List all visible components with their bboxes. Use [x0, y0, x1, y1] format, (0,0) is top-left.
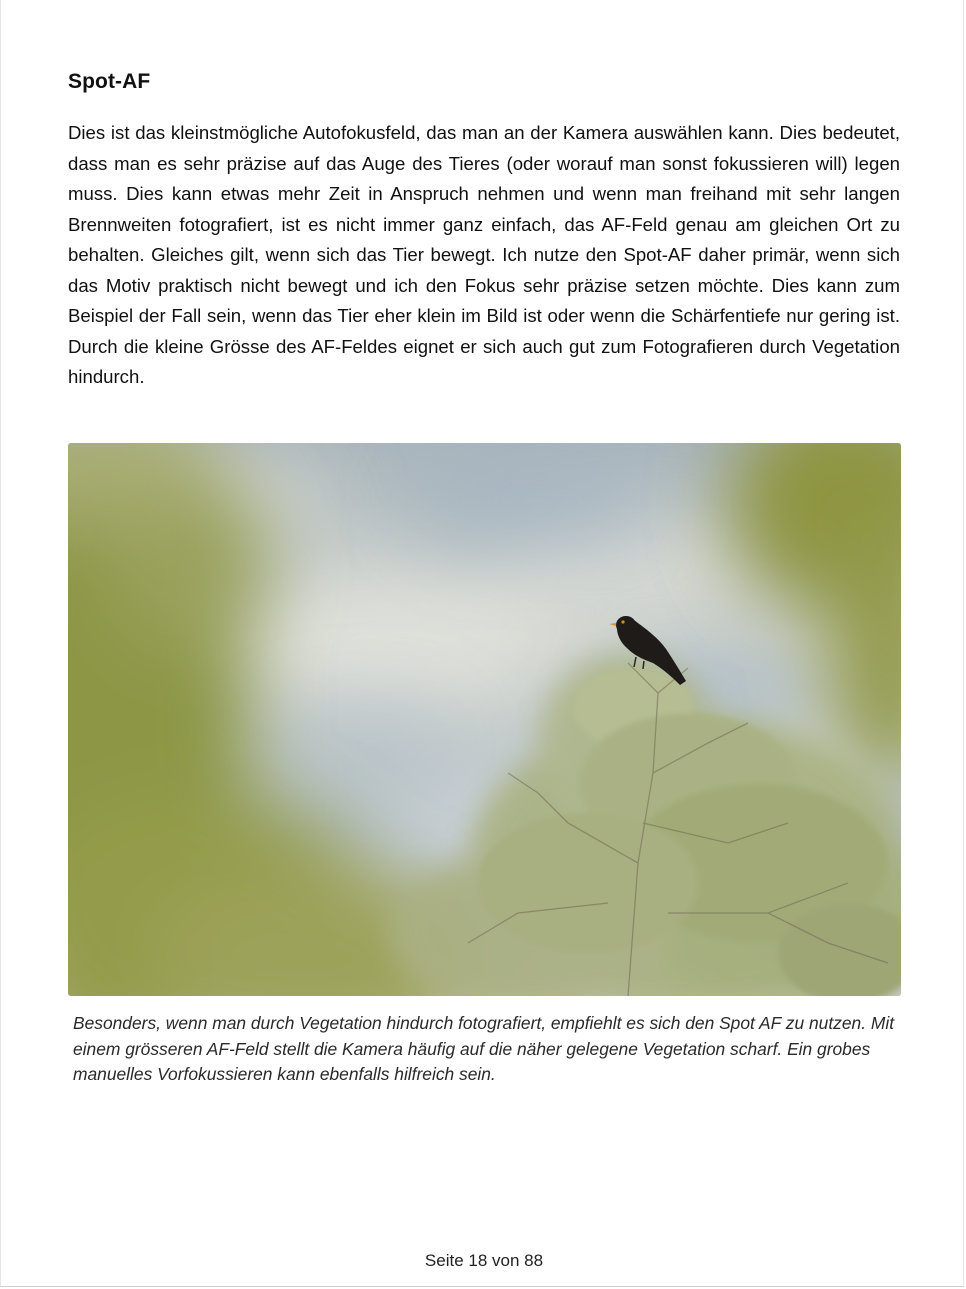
body-paragraph: Dies ist das kleinstmögliche Autofokusfeld, das man an der Kamera auswählen kann. Dies bedeutet, dass man es sehr präzise auf das Auge des Tieres (oder worauf man sonst fokussieren will) legen muss. Dies kann etwas mehr Zeit in Anspruch nehmen und wenn man freihand mit sehr langen Brennweiten fotografiert, ist es nicht immer ganz einfach, das AF-Feld genau am gleichen Ort zu behalten. Gleiches gilt, wenn sich das Tier bewegt. Ich nutze den Spot-AF daher primär, wenn sich das Motiv praktisch nicht bewegt und ich den Fokus sehr präzise setzen möchte. Dies kann zum Beispiel der Fall sein, wenn das Tier eher klein im Bild ist oder wenn die Schärfentiefe nur gering ist. Durch die kleine Grösse des AF-Feldes eignet er sich auch gut zum Fotografieren durch Vegetation hindurch. — [68, 122, 900, 387]
blackbird-photo — [68, 443, 901, 996]
page-number: Seite 18 von 88 — [424, 1251, 544, 1270]
section-heading: Spot-AF — [68, 70, 151, 93]
figure-caption: Besonders, wenn man durch Vegetation hindurch fotografiert, empfiehlt es sich den Spot AF zu nutzen. Mit einem grösseren AF-Feld stellt die Kamera häufig auf die näher gelegene Vegetation scharf. Ein grobes manuelles Vorfokussieren kann ebenfalls hilfreich sein. — [73, 1013, 895, 1084]
